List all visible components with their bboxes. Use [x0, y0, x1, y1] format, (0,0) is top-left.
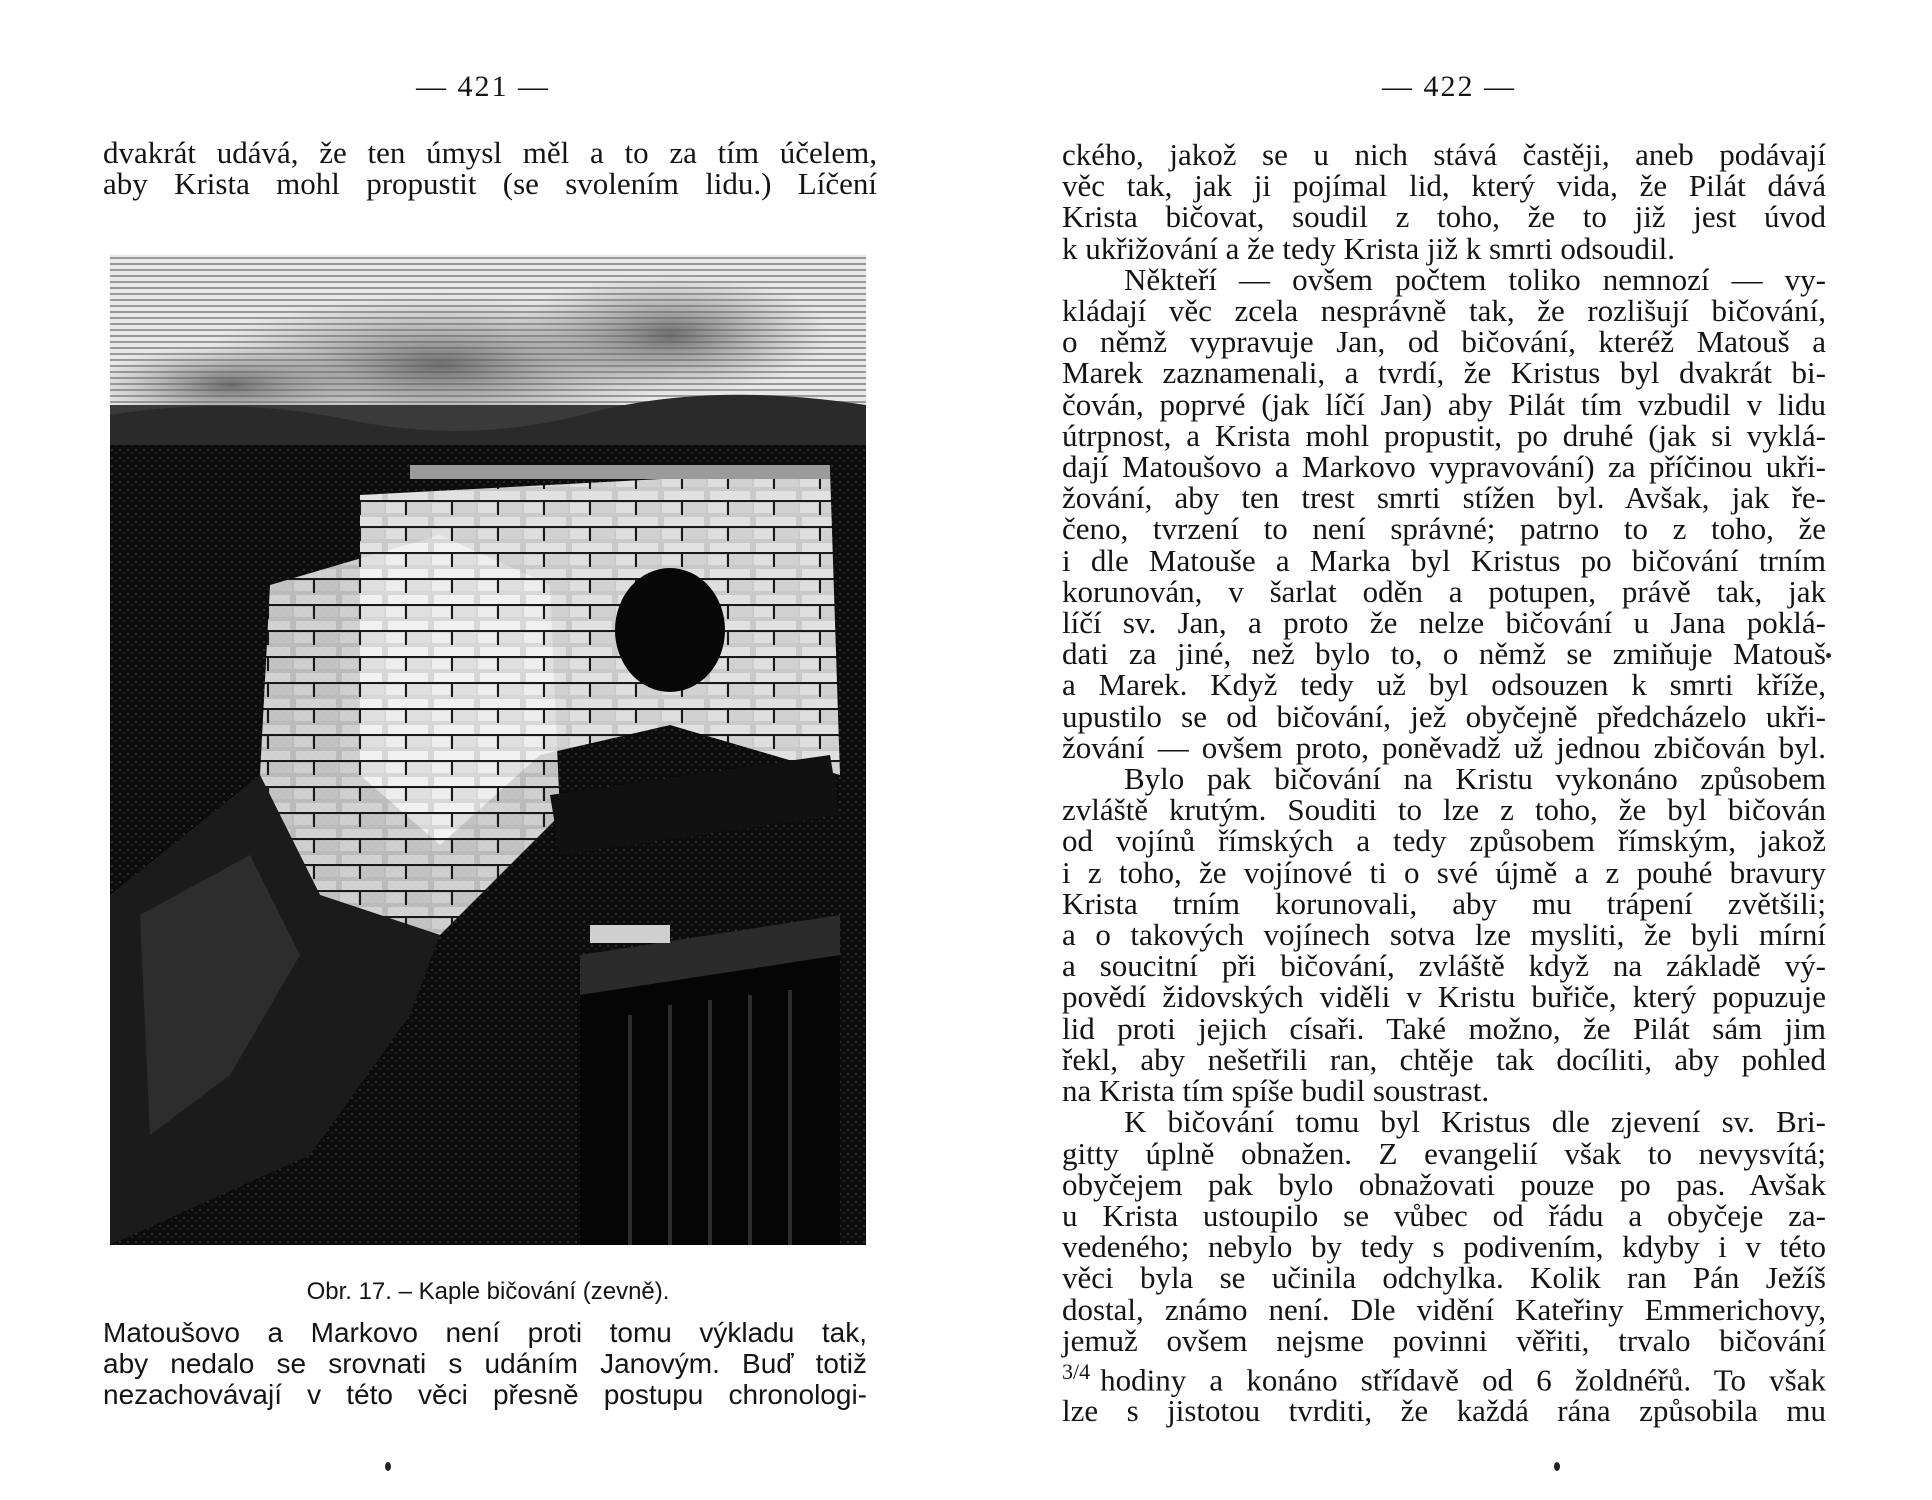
text-line: kládají věc zcela nesprávně tak, že rozlišují bičování,: [1062, 293, 1826, 329]
text-line: aby Krista mohl propustit (se svolením lidu.) Líčení: [103, 166, 877, 202]
text-line: věc tak, jak ji pojímal lid, který vida, že Pilát dává: [1062, 168, 1826, 204]
text-line: lid proti jejich císaři. Také možno, že Pilát sám jim: [1062, 1010, 1826, 1046]
text-line: jemuž ovšem nejsme povinni věřiti, trvalo bičování: [1062, 1322, 1826, 1358]
page-number: — 422 —: [1382, 70, 1516, 103]
text-line: Bylo pak bičování na Kristu vykonáno způsobem: [1124, 761, 1826, 797]
text-line: řekl, aby nešetřili ran, chtěje tak docíliti, aby pohled: [1062, 1041, 1826, 1077]
figure-caption: Obr. 17. – Kaple bičování (zevně).: [306, 1278, 670, 1305]
paragraph-bottom: [103, 1317, 867, 1411]
text-line: dostal, známo není. Dle vidění Kateřiny Emmerichovy,: [1062, 1291, 1826, 1327]
text-line: zvláště krutým. Souditi to lze z toho, že byl bičován: [1062, 792, 1826, 828]
text-line: i dle Matouše a Marka byl Kristus po bičování trním: [1062, 542, 1826, 578]
text-line: věci byla se učinila odchylka. Kolik ran Pán Ježíš: [1062, 1260, 1826, 1296]
text-line: korunován, v šarlat oděn a potupen, právě tak, jak: [1062, 573, 1826, 609]
text-line: Krista trním korunovali, aby mu trápení zvětšili;: [1062, 885, 1826, 921]
text-line: útrpnost, a Krista mohl propustit, po druhé (jak si vyklá-: [1062, 417, 1826, 453]
text-line: [1062, 1356, 1826, 1396]
fraction: 3/4: [1062, 1358, 1091, 1384]
text-line: Matoušovo a Markovo není proti tomu výkladu tak,: [103, 1317, 867, 1348]
photo-chapel-of-flagellation-icon: [110, 255, 866, 1245]
text-line: Krista bičovat, soudil z toho, že to již jest úvod: [1062, 199, 1826, 235]
text-line: a Marek. Když tedy už byl odsouzen k smrti kříže,: [1062, 667, 1826, 703]
text-line: na Krista tím spíše budil soustrast.: [1062, 1073, 1490, 1109]
text-line: K bičování tomu byl Kristus dle zjevení sv. Bri-: [1124, 1104, 1826, 1140]
text-line: čeno, tvrzení to není správné; patrno to z toho, že: [1062, 511, 1826, 547]
text-line: žování, aby ten trest smrti stížen byl. Avšak, jak ře-: [1062, 480, 1826, 516]
text-line: žování — ovšem proto, poněvadž už jednou zbičován byl.: [1062, 729, 1826, 765]
text-line: Marek zaznamenali, a tvrdí, že Kristus byl dvakrát bi-: [1062, 355, 1826, 391]
text-line: o němž vypravuje Jan, od bičování, kteréž Matouš a: [1062, 324, 1826, 360]
text-line: dati za jiné, než bylo to, o němž se zmiňuje Matouš: [1062, 636, 1826, 672]
text-line: aby nedalo se srovnati s udáním Janovým. Buď totiž: [103, 1348, 867, 1380]
text-line: Někteří — ovšem počtem toliko nemnozí — vy-: [1124, 261, 1826, 297]
text-line: ckého, jakož se u nich stává častěji, aneb podávají: [1062, 137, 1826, 172]
text-line: k ukřižování a že tedy Krista již k smrti odsoudil.: [1062, 230, 1675, 266]
text-line: upustilo se od bičování, jež obyčejně předcházelo ukři-: [1062, 698, 1826, 734]
right-page: [966, 0, 1932, 1500]
body-text: [1062, 139, 1826, 1427]
page-number: — 421 —: [416, 70, 550, 103]
print-speck: [385, 1462, 391, 1471]
text-line: obyčejem pak bylo obnažovati pouze po pas. Avšak: [1062, 1166, 1826, 1202]
text-line: a o takových vojínech sotva lze mysliti, že byli mírní: [1062, 917, 1826, 953]
text-line: a soucitní při bičování, zvláště když na základě vý-: [1062, 948, 1826, 984]
text-line: od vojínů římských a tedy způsobem římským, jakož: [1062, 823, 1826, 859]
text-line: čován, poprvé (jak líčí Jan) aby Pilát tím vzbudil v lidu: [1062, 386, 1826, 422]
text-line: u Krista ustoupilo se vůbec od řádu a obyčeje za-: [1062, 1197, 1826, 1233]
text-line: dvakrát udává, že ten úmysl měl a to za tím účelem,: [103, 135, 877, 170]
paragraph-top: [103, 135, 877, 202]
text-line: lze s jistotou tvrditi, že každá rána způsobila mu: [1062, 1393, 1826, 1429]
print-speck: [1554, 1462, 1560, 1471]
text-line: nezachovávají v této věci přesně postupu chronologi-: [103, 1379, 867, 1411]
text-line: dají Matoušovo a Markovo vypravování) za příčinou ukři-: [1062, 449, 1826, 485]
text-line: vedeného; nebylo by tedy s podivením, kdyby i v této: [1062, 1229, 1826, 1265]
text-line: i z toho, že vojínové ti o své újmě a z pouhé bravury: [1062, 854, 1826, 890]
text-line: líčí sv. Jan, a proto že nelze bičování u Jana poklá-: [1062, 605, 1826, 641]
text-line: povědí židovských viděli v Kristu buřiče, který popuzuje: [1062, 979, 1826, 1015]
text-line: gitty úplně obnažen. Z evangelií však to nevysvítá;: [1062, 1135, 1826, 1171]
print-speck: [1826, 653, 1831, 658]
chapel-photo: [110, 255, 866, 1245]
line-text: hodiny a konáno střídavě od 6 žoldnéřů. To však: [1100, 1362, 1826, 1398]
